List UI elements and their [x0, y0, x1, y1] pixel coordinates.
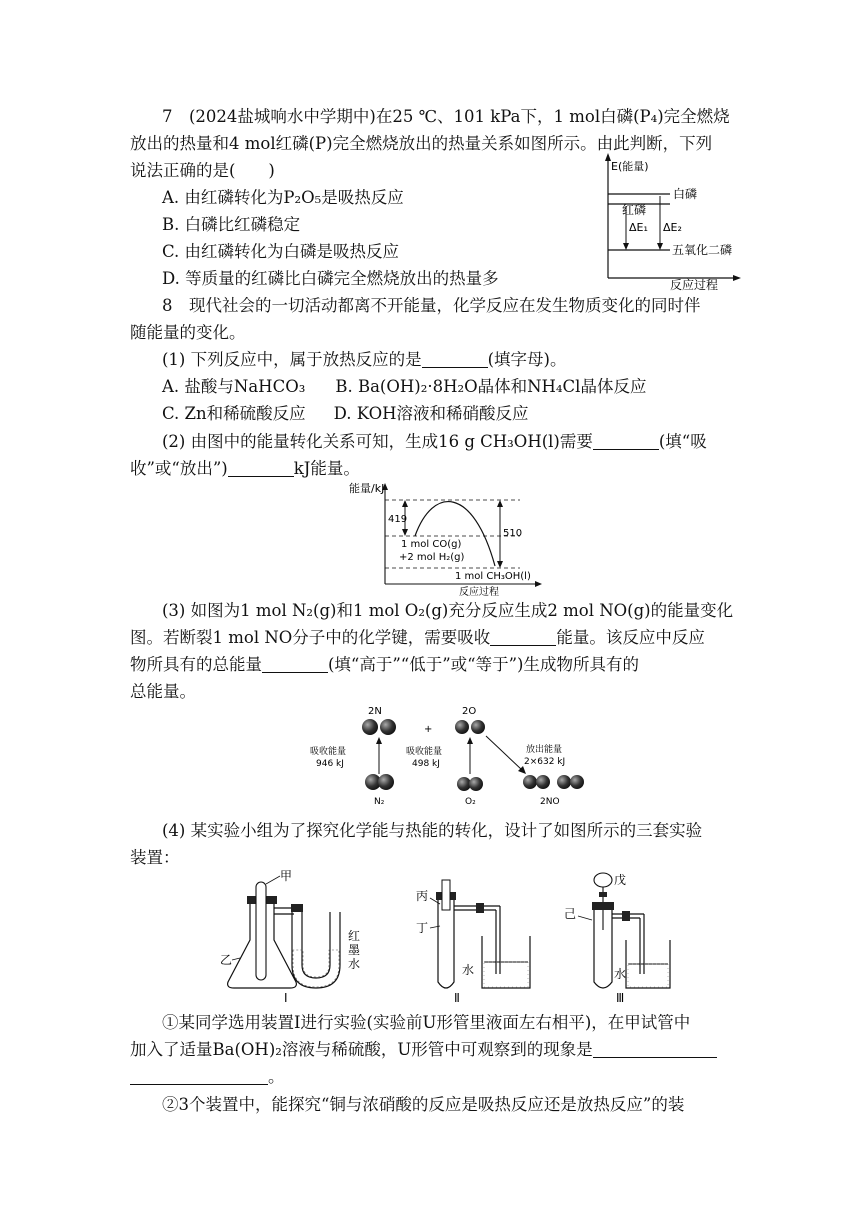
q7-option-b: B. 白磷比红磷稳定	[162, 215, 301, 234]
two-n-label: 2N	[368, 706, 382, 717]
label-ink-1: 红	[348, 929, 361, 943]
q8-part1-text: (1) 下列反应中，属于放热反应的是	[162, 350, 422, 369]
label-i: Ⅰ	[284, 991, 288, 1005]
y-axis-label: 能量/kJ	[349, 482, 385, 495]
q8-part4-sub1-line1: ①某同学选用装置Ⅰ进行实验(实验前U形管里液面左右相平)，在甲试管中	[162, 1013, 691, 1032]
q8-part4-sub2-line1: ②3个装置中，能探究“铜与浓硝酸的反应是吸热反应还是放热反应”的装	[162, 1095, 685, 1114]
answer-blank[interactable]	[490, 629, 556, 646]
value-419-label: 419	[388, 514, 408, 525]
o-atom	[455, 720, 469, 734]
label-ding: 丁	[416, 921, 429, 935]
q8-part4-sub1-line2	[130, 1039, 717, 1061]
label-bing: 丙	[416, 889, 429, 903]
label-ji: 己	[564, 907, 577, 921]
n-atom	[557, 775, 571, 789]
q8-part2-line1	[162, 431, 707, 453]
q8-part1	[162, 349, 567, 371]
answer-blank[interactable]	[130, 1068, 268, 1085]
absorb-label-1: 吸收能量	[310, 747, 347, 757]
label-water-2: 水	[462, 963, 475, 977]
absorb-label-2: 吸收能量	[406, 747, 443, 757]
q7-stem-line3: 说法正确的是( )	[130, 161, 275, 180]
label-ink-3: 水	[348, 957, 361, 971]
q7-option-d: D. 等质量的红磷比白磷完全燃烧放出的热量多	[162, 269, 499, 288]
o-atom	[536, 775, 550, 789]
n-atom	[378, 774, 394, 790]
q8-part3-text-c: 能量。该反应中反应	[556, 628, 705, 647]
q8-intro-line1: 8 现代社会的一切活动都离不开能量，化学反应在发生物质变化的同时伴	[162, 296, 701, 315]
q8-part3-text-d: 物所具有的总能量	[130, 655, 262, 674]
q8-part4-sub1-line3	[130, 1066, 285, 1088]
release-label: 放出能量	[526, 745, 563, 755]
q8-part4-sub1-end: 。	[268, 1067, 285, 1086]
delta-e1-label: ΔE₁	[629, 221, 648, 234]
delta-e2-label: ΔE₂	[663, 221, 682, 234]
q8-intro-line2: 随能量的变化。	[130, 323, 246, 342]
absorb-value-2: 498 kJ	[412, 759, 440, 769]
apparatus-3	[564, 872, 670, 1005]
o2-label: O₂	[465, 797, 476, 807]
n-atom	[380, 719, 396, 735]
label-jia: 甲	[280, 870, 293, 883]
two-o-label: 2O	[462, 706, 477, 717]
q8-part2-text-c: 收”或“放出”)	[130, 459, 228, 478]
o-atom	[570, 775, 584, 789]
q8-part4-line1: (4) 某实验小组为了探究化学能与热能的转化，设计了如图所示的三套实验	[162, 821, 703, 840]
label-water-3: 水	[614, 967, 627, 981]
q8-part1-options-row1	[162, 376, 646, 398]
x-axis-label: 反应过程	[670, 278, 719, 292]
n-atom	[523, 775, 537, 789]
label-wu: 戊	[614, 873, 627, 887]
q8-part1-option-a: A. 盐酸与NaHCO₃	[162, 377, 306, 396]
q8-part1-tail: (填字母)。	[487, 350, 567, 369]
plus-sign: +	[424, 724, 433, 735]
experiment-apparatus	[218, 870, 678, 1006]
o-atom	[471, 720, 485, 734]
q8-part3-line2	[130, 627, 705, 649]
q7-stem-line2: 放出的热量和4 mol红磷(P)完全燃烧放出的热量关系如图所示。由此判断，下列	[130, 134, 713, 153]
apparatus-2	[416, 880, 530, 1005]
q8-part1-option-c: C. Zn和稀硫酸反应	[162, 404, 306, 423]
answer-blank[interactable]	[262, 656, 328, 673]
answer-blank[interactable]	[593, 433, 659, 450]
label-iii: Ⅲ	[616, 991, 625, 1005]
value-510-label: 510	[503, 528, 523, 539]
x-axis-label: 反应过程	[459, 587, 499, 596]
q7-stem-line1: 7 (2024盐城响水中学期中)在25 ℃、101 kPa下，1 mol白磷(P₄)完全燃烧	[162, 107, 730, 126]
answer-blank[interactable]	[422, 351, 488, 368]
q7-option-a: A. 由红磷转化为P₂O₅是吸热反应	[162, 188, 404, 207]
q8-part3-line3	[130, 654, 639, 676]
q8-part3-line1: (3) 如图为1 mol N₂(g)和1 mol O₂(g)充分反应生成2 mol NO(g)的能量变化	[162, 601, 734, 620]
answer-blank[interactable]	[228, 460, 294, 477]
absorb-value-1: 946 kJ	[316, 759, 344, 769]
phosphorus-energy-diagram	[598, 150, 744, 292]
q8-part1-option-d: D. KOH溶液和稀硝酸反应	[333, 404, 529, 423]
label-yi: 乙	[220, 953, 233, 967]
q8-part3-line4: 总能量。	[130, 682, 196, 701]
q8-part2-text-b: (填“吸	[658, 432, 707, 451]
no-label: 2NO	[540, 797, 560, 807]
o-atom	[457, 777, 471, 791]
q8-part3-text-b: 图。若断裂1 mol NO分子中的化学键，需要吸收	[130, 628, 491, 647]
q8-part2-text-d: kJ能量。	[293, 459, 360, 478]
reactant-line1: 1 mol CO(g)	[401, 539, 462, 550]
red-phosphorus-label: 红磷	[622, 203, 647, 217]
release-value: 2×632 kJ	[524, 757, 566, 767]
no-formation-diagram	[300, 702, 610, 810]
q7-option-c: C. 由红磷转化为白磷是吸热反应	[162, 242, 400, 261]
label-ii: Ⅱ	[454, 991, 460, 1005]
white-phosphorus-label: 白磷	[673, 187, 698, 201]
answer-blank[interactable]	[593, 1041, 717, 1058]
apparatus-1	[220, 870, 360, 1005]
reactant-line2: +2 mol H₂(g)	[399, 552, 465, 563]
n2-label: N₂	[374, 797, 385, 807]
o-atom	[469, 777, 483, 791]
p2o5-label: 五氧化二磷	[672, 243, 733, 257]
methanol-energy-diagram	[345, 478, 543, 596]
q8-part2-text: (2) 由图中的能量转化关系可知，生成16 g CH₃OH(l)需要	[162, 432, 593, 451]
q8-part1-options-row2	[162, 403, 529, 425]
q8-part1-option-b: B. Ba(OH)₂·8H₂O晶体和NH₄Cl晶体反应	[335, 377, 647, 396]
q8-part4-line2: 装置：	[130, 848, 180, 867]
y-axis-label: E(能量)	[611, 160, 649, 173]
q8-part3-text-e: (填“高于”“低于”或“等于”)生成物所具有的	[328, 655, 639, 674]
n-atom	[362, 719, 378, 735]
product-label: 1 mol CH₃OH(l)	[455, 571, 531, 582]
label-ink-2: 墨	[348, 943, 361, 957]
q8-part4-sub1-text: 加入了适量Ba(OH)₂溶液与稀硫酸，U形管中可观察到的现象是	[130, 1040, 593, 1059]
q8-part2-line2	[130, 458, 360, 480]
